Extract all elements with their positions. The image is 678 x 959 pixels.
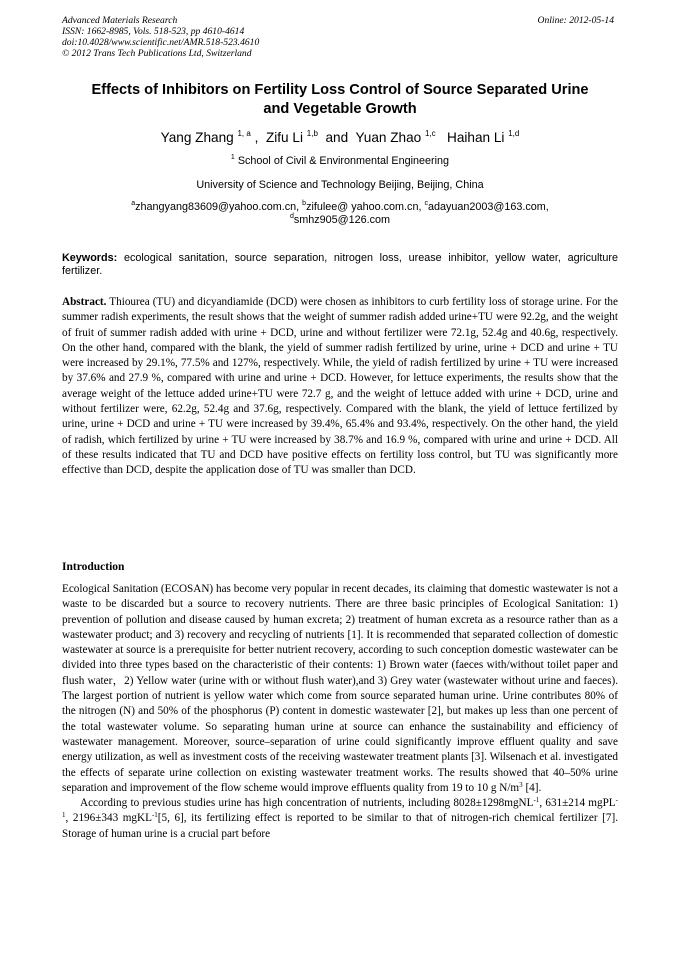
journal-header (62, 15, 618, 59)
title-line-2: and Vegetable Growth (263, 101, 417, 117)
intro-paragraph-1 (62, 582, 618, 796)
issn-line: ISSN: 1662-8985, Vols. 518-523, pp 4610-4614 (62, 26, 245, 37)
journal-name: Advanced Materials Research (62, 15, 178, 26)
affiliation-line-2 (62, 179, 618, 192)
superscript: -1 (533, 796, 540, 805)
email-mark: b (302, 200, 307, 207)
affiliation-university: University of Science and Technology Beijing, Beijing, China (196, 179, 484, 191)
affiliation-line-1 (62, 155, 618, 168)
email-a[interactable]: zhangyang83609@yahoo.com.cn, (135, 201, 303, 213)
author-name: Zifu Li (265, 130, 303, 145)
online-date: Online: 2012-05-14 (537, 15, 614, 26)
email-mark: d (289, 213, 294, 220)
superscript: -1 (62, 796, 618, 820)
author-mark: 1,d (508, 129, 520, 138)
affiliation-school: School of Civil & Environmental Engineering (237, 155, 450, 167)
intro-p2-text: , 2196±343 mgKL (65, 812, 152, 825)
intro-p2-text: According to previous studies urine has high concentration of nutrients, including 8028±1298mgNL (80, 797, 534, 810)
author-name: Yang Zhang (160, 130, 234, 145)
keywords-label: Keywords: (62, 252, 118, 264)
intro-paragraph-2 (62, 796, 618, 842)
email-mark: c (424, 200, 428, 207)
author-separator (439, 130, 443, 145)
email-list (62, 201, 618, 227)
keywords-block (62, 252, 618, 278)
email-mark: a (131, 200, 136, 207)
copyright-line: © 2012 Trans Tech Publications Ltd, Switzerland (62, 48, 252, 59)
author-mark: 1,c (424, 129, 436, 138)
author-name: Yuan Zhao (355, 130, 422, 145)
intro-p1-end: [4]. (522, 781, 542, 794)
email-d[interactable]: smhz905@126.com (293, 214, 391, 226)
abstract-block (62, 295, 618, 479)
email-b[interactable]: zifulee@ yahoo.com.cn, (306, 201, 425, 213)
section-heading-introduction: Introduction (62, 561, 125, 573)
author-list (62, 129, 618, 147)
email-c[interactable]: adayuan2003@163.com, (427, 201, 549, 213)
intro-p1-text: Ecological Sanitation (ECOSAN) has become very popular in recent decades, its claiming that domestic wastewater is not a waste to be discarded but a source to recovery nutrients. There are three basic principles of Ecological Sanitation: 1) prevention of pollution and disease caused by human excreta; 2) treatment of human excreta as a resource rather than as a wastewater product; and 3) recovery and recycling of nutrients [1]. It is recommended that separated collection of domestic wastewater at source is a prerequisite for better nutrient recovery, according to such conception domestic wastewater can be divided into three types based on the characteristic of their contents: 1) Brown water (faeces with/without toilet paper and flush water，2) Yellow water (urine with or without flush water),and 3) Grey water (wastewater without urine and faeces). The largest portion of nutrient is yellow water which come from source separated human urine. Urine contributes 80% of the nitrogen (N) and 50% of the phosphorus (P) content in domestic wastewater [2], but makes up less than one percent of the total wastewater volume. So separating human urine at source can enhance the sustainability and efficiency of wastewater management. Moreover, source–separation of urine could significantly improve effluent quality and save energy utilization, as well as investment costs of the receiving wastewater treatment plants [3]. Wilsenach et al. investigated the effects of separate urine collection on existing wastewater treatment works. The results showed that 40–50% urine separation and improvement of the flow scheme would improve effluents quality from 19 to 10 g N/m (62, 583, 618, 794)
author-separator: , (254, 130, 263, 145)
abstract-label: Abstract. (62, 296, 107, 308)
author-mark: 1,b (306, 129, 318, 138)
abstract-text: Thiourea (TU) and dicyandiamide (DCD) were chosen as inhibitors to curb fertility loss of storage urine. For the summer radish experiments, the result shows that the weight of summer radish added urine+TU were 92.2g, and the weight of fruit of summer radish added with urine + DCD, urine and without fertilizer were 72.1g, 52.4g and 40.6g, respectively. On the other hand, compared with the blank, the yield of summer radish fertilized by urine, urine + DCD and urine + TU were increased by 29.1%, 77.5% and 127%, respectively. While, the yield of radish fertilized by urine + TU were increased by 37.6% and 27.9 %, compared with urine and urine + DCD. However, for lettuce experiments, the results show that the average weight of the lettuce added urine+TU were 72.7 g, and the weight of lettuce added with urine + DCD, urine and without fertilizer were, 62.2g, 52.4g and 37.6g, respectively. Compared with the blank, the yield of lettuce fertilized by urine, urine + DCD and urine + TU were increased by 39.4%, 65.4% and 93.4%, respectively. On the other hand, the yield of radish, which fertilized by urine + TU were increased by 38.7% and 16.9 %, compared with urine and urine + DCD. All of these results indicated that TU and DCD have positive effects on fertility loss control, but TU was significantly more effective than DCD, despite the application dose of TU was smaller than DCD. (62, 296, 618, 477)
author-name: Haihan Li (447, 130, 505, 145)
author-mark: 1, a (237, 129, 251, 138)
paper-title (62, 81, 618, 119)
doi-line[interactable]: doi:10.4028/www.scientific.net/AMR.518-523.4610 (62, 37, 260, 48)
author-separator: and (321, 130, 352, 145)
introduction-body (62, 582, 618, 842)
affiliation-mark: 1 (230, 154, 235, 161)
title-line-1: Effects of Inhibitors on Fertility Loss Control of Source Separated Urine (91, 82, 589, 98)
intro-p2-text: [5, 6], its fertilizing effect is reported to be similar to that of nitrogen-rich chemical fertilizer [7]. Storage of human urine is a crucial part before (62, 812, 618, 840)
intro-p2-text: , 631±214 mgPL (539, 797, 616, 810)
keywords-text: ecological sanitation, source separation, nitrogen loss, urease inhibitor, yellow water, agriculture fertilizer. (62, 252, 618, 277)
superscript: -1 (151, 811, 158, 820)
superscript: 3 (519, 780, 523, 789)
